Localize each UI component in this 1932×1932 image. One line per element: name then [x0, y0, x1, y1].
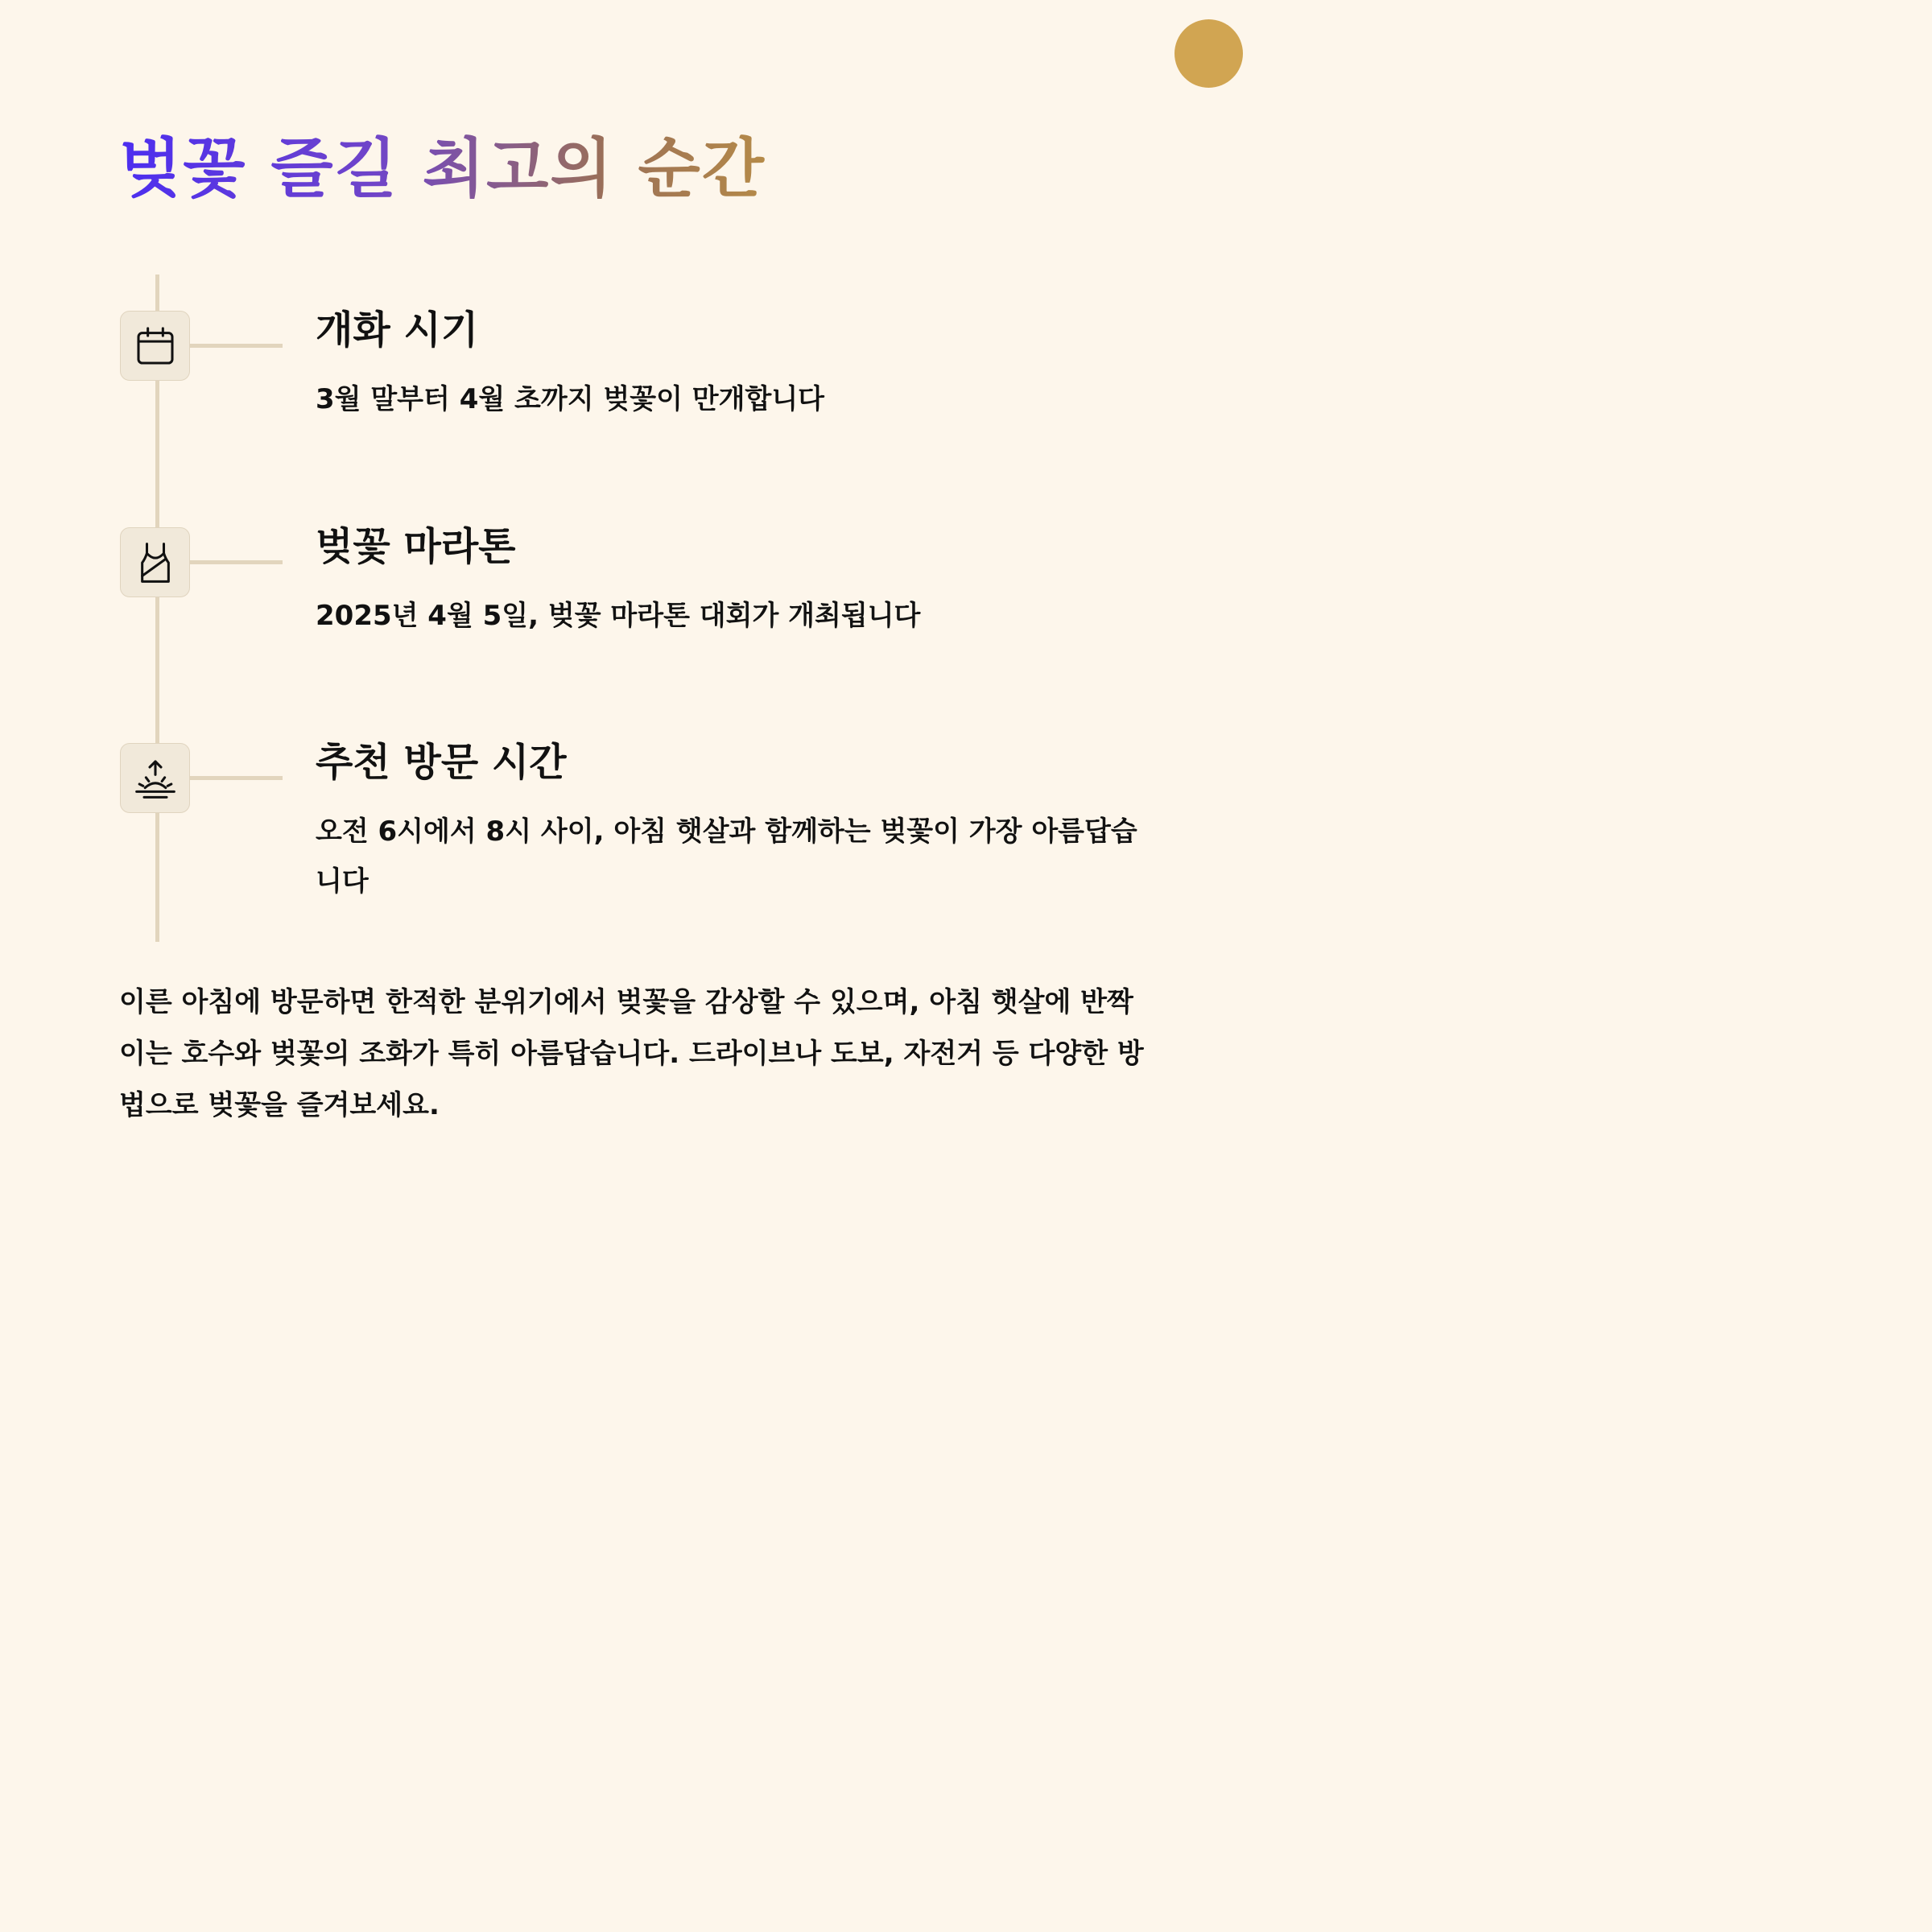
timeline-connector — [190, 344, 283, 348]
timeline-icon-box — [120, 743, 190, 813]
decorative-dot — [1174, 19, 1243, 88]
summary-paragraph: 이른 아침에 방문하면 한적한 분위기에서 벚꽃을 감상할 수 있으며, 아침 햇살에 반짝이는 호수와 벚꽃의 조화가 특히 아름답습니다. 드라이브나 도보, 자전거 등 다양한 방법으로 벚꽃을 즐겨보세요. — [119, 986, 1144, 1121]
timeline-connector — [190, 560, 283, 564]
timeline-item-title: 벚꽃 마라톤 — [316, 524, 516, 569]
timeline-item-description: 오전 6시에서 8시 사이, 아침 햇살과 함께하는 벚꽃이 가장 아름답습니다 — [316, 815, 1137, 898]
calendar-icon — [133, 324, 178, 369]
timeline-icon-box — [120, 311, 190, 381]
timeline-icon-box — [120, 527, 190, 597]
sunrise-icon — [133, 756, 178, 801]
tank-top-icon — [133, 540, 178, 585]
timeline-connector — [190, 776, 283, 780]
timeline-item-description: 3월 말부터 4월 초까지 벚꽃이 만개합니다 — [316, 383, 825, 415]
timeline-item-title: 개화 시기 — [316, 308, 479, 353]
page-title: 벚꽃 즐길 최고의 순간 — [119, 129, 766, 209]
timeline-item-title: 추천 방문 시간 — [316, 740, 567, 785]
timeline-item-description: 2025년 4월 5일, 벚꽃 마라톤 대회가 개최됩니다 — [316, 600, 921, 632]
